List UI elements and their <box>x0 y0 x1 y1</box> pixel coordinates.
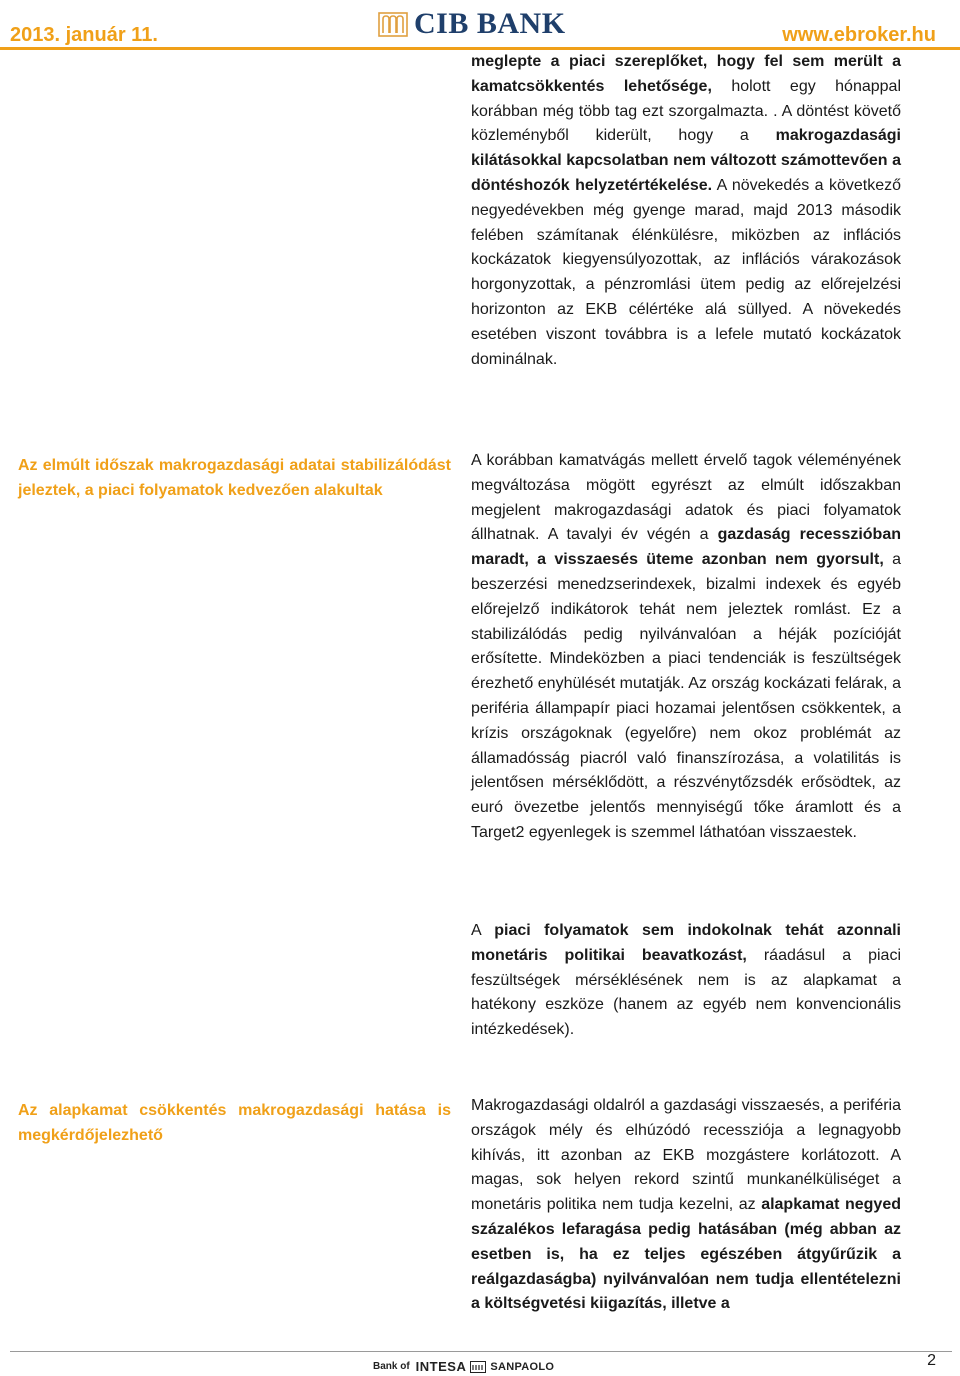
bold-run: meglepte a piaci szereplőket, hogy fel sem merült a kamatcsökkentés lehetősége, <box>471 53 901 95</box>
intesa-sanpaolo-mark-icon <box>470 1361 486 1373</box>
cib-bank-logo-icon <box>378 9 408 39</box>
text-run: A korábban kamatvágás mellett érvelő tagok véleményének megváltozása mögött egyrészt az elmúlt időszakban megjelent makrogazdasági adatok és piaci folyamatok állhatnak. A tavalyi év végén a <box>471 452 901 544</box>
section-heading: Az alapkamat csökkentés makrogazdasági hatása is megkérdőjelezhető <box>18 1102 451 1144</box>
body-paragraph <box>471 919 901 1043</box>
text-run: holott egy hónappal korábban még több tag ezt szorgalmazta. . A döntést követő közleményből kiderült, hogy a <box>471 77 901 145</box>
text-run: a beszerzési menedzserindexek, bizalmi indexek és egyéb előrejelző indikátorok tehát nem jeleztek romlást. Ez a stabilizálódás pedig nyilvánvalóan a héják pozícióját erősítette. Mindeközben a piaci tendenciák is feszültségek érezhető enyhülését mutatják. Az ország kockázati felárak, a periféria állampapír piaci hozamai jelentősen csökkentek, a krízis országoknak (egyelőre) nem okoz problémát az államadósság piacról való finanszírozása, a volatilitás is jelentősen mérséklődött, a részvénytőzsdék erősödtek, az euró övezetbe jelentős mennyiségű tőke áramlott és a Target2 egyenlegek is szemmel láthatóan visszaestek. <box>471 551 902 841</box>
body-paragraph <box>471 449 901 846</box>
footer-divider <box>10 1351 952 1352</box>
text-run: Makrogazdasági oldalról a gazdasági visszaesés, a periféria országok mély és elhúzódó recessziója a legnagyobb kihívás, itt azonban az EKB mozgástere korlátozott. A magas, sok helyen rekord szintű munkanélküliséget a monetáris politika nem tudja kezelni, az <box>471 1097 901 1214</box>
cib-bank-logo <box>378 6 566 42</box>
footer-sanpaolo: SANPAOLO <box>490 1360 555 1373</box>
header-url[interactable]: www.ebroker.hu <box>782 24 936 46</box>
section-heading: Az elmúlt időszak makrogazdasági adatai stabilizálódást jeleztek, a piaci folyamatok kedvezően alakultak <box>18 457 451 499</box>
bold-run: piaci folyamatok sem indokolnak tehát azonnali monetáris politikai beavatkozást, <box>471 922 901 964</box>
body-paragraph <box>471 1094 901 1317</box>
header-date: 2013. január 11. <box>10 24 158 46</box>
bold-run: makrogazdasági kilátásokkal kapcsolatban nem változott számottevően a döntéshozók helyzetértékelése. <box>471 127 901 194</box>
body-paragraph <box>471 50 901 372</box>
text-run: ráadásul a piaci feszültségek mérséklésének nem is az alapkamat a hatékony eszköze (hanem az egyéb nem konvencionális intézkedések). <box>471 946 901 1039</box>
intesa-sanpaolo-logo <box>373 1359 554 1374</box>
footer-intesa: INTESA <box>415 1359 467 1374</box>
text-run: A <box>471 922 495 939</box>
page-number: 2 <box>927 1352 936 1369</box>
footer-bank-of: Bank of <box>373 1361 410 1372</box>
brand-name: CIB BANK <box>414 7 566 40</box>
bold-run: alapkamat negyed százalékos lefaragása pedig hatásában (még abban az esetben is, ha ez teljes egészében átgyűrűzik a reálgazdaságba) nyilvánvalóan nem tudja ellentételezni a költségvetési kiigazítás, illetve a <box>471 1196 901 1313</box>
page-header <box>0 0 960 52</box>
bold-run: gazdaság recesszióban maradt, a visszaesés üteme azonban nem gyorsult, <box>471 526 902 569</box>
text-run: A növekedés a következő negyedévekben még gyenge marad, majd 2013 második felében számítanak élénkülésre, miközben az inflációs kockázatok kiegyensúlyozottak, az inflációs várakozások horgonyzottak, a pénzromlási ütem pedig az előrejelzési horizonton az EKB célértéke alá süllyed. A növekedés esetében viszont továbbra is a lefele mutató kockázatok dominálnak. <box>471 176 902 368</box>
